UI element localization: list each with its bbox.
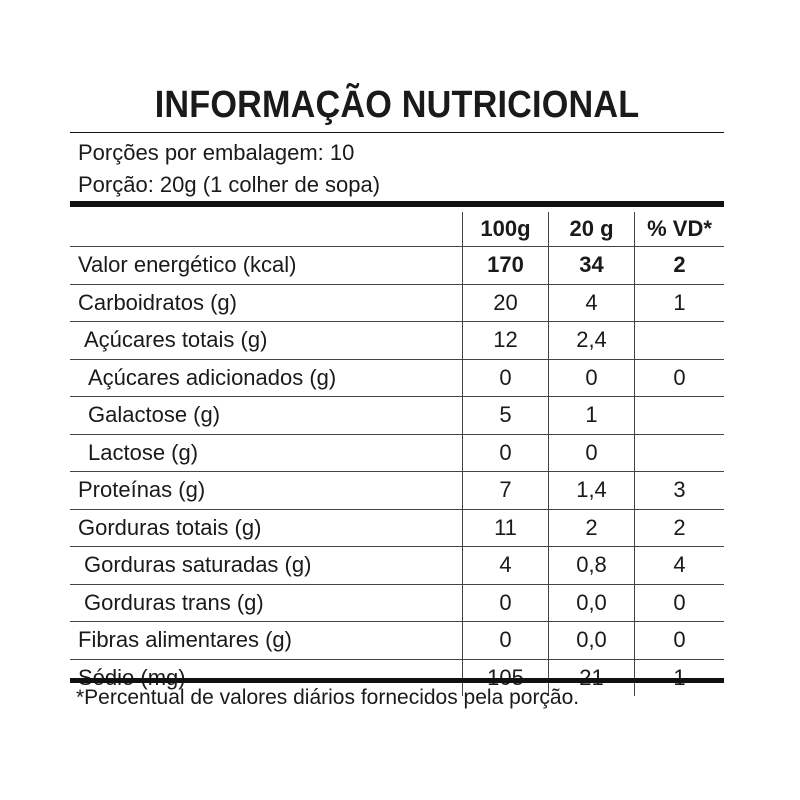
title-rule — [70, 132, 724, 133]
value-per-100g: 4 — [462, 547, 548, 584]
nutrient-name: Galactose (g) — [88, 402, 221, 428]
table-row-total-fat — [70, 510, 724, 548]
value-daily: 3 — [634, 472, 724, 509]
value-per-100g: 11 — [462, 510, 548, 547]
value-per-serving: 2,4 — [548, 322, 634, 359]
value-per-100g: 0 — [462, 360, 548, 397]
table-row-proteins — [70, 472, 724, 510]
value-daily: 0 — [634, 360, 724, 397]
value-daily: 0 — [634, 622, 724, 659]
value-per-100g: 0 — [462, 435, 548, 472]
table-header-row — [70, 212, 724, 247]
value-per-100g: 12 — [462, 322, 548, 359]
value-per-100g: 0 — [462, 622, 548, 659]
table-row-energy — [70, 247, 724, 285]
servings-per-package: Porções por embalagem: 10 — [78, 140, 355, 165]
value-daily — [634, 397, 724, 434]
table-row-lactose — [70, 435, 724, 473]
header-daily-value: % VD* — [634, 212, 724, 246]
value-daily: 4 — [634, 547, 724, 584]
bottom-divider — [70, 678, 724, 683]
table-row-carbs — [70, 285, 724, 323]
footnote: *Percentual de valores diários fornecidos pela porção. — [76, 686, 580, 709]
table-row-added-sugars — [70, 360, 724, 398]
label-title: INFORMAÇÃO NUTRICIONAL — [154, 84, 640, 126]
value-daily: 2 — [634, 247, 724, 284]
nutrient-name: Gorduras saturadas (g) — [84, 552, 312, 578]
nutrient-name: Açúcares adicionados (g) — [88, 364, 337, 390]
header-nutrient — [70, 212, 462, 246]
nutrition-label — [70, 80, 724, 716]
value-daily: 0 — [634, 585, 724, 622]
value-per-serving: 0 — [548, 435, 634, 472]
value-per-100g: 7 — [462, 472, 548, 509]
value-per-serving: 1,4 — [548, 472, 634, 509]
thick-divider — [70, 201, 724, 207]
nutrient-name: Açúcares totais (g) — [84, 327, 268, 353]
table-row-total-sugars — [70, 322, 724, 360]
value-daily — [634, 322, 724, 359]
value-per-serving: 0,8 — [548, 547, 634, 584]
header-per-100g: 100g — [462, 212, 548, 246]
value-per-serving: 0,0 — [548, 585, 634, 622]
value-per-serving: 2 — [548, 510, 634, 547]
value-daily: 2 — [634, 510, 724, 547]
value-per-serving: 1 — [548, 397, 634, 434]
table-row-galactose — [70, 397, 724, 435]
value-daily: 1 — [634, 285, 724, 322]
nutrient-name: Carboidratos (g) — [78, 289, 237, 315]
header-per-serving: 20 g — [548, 212, 634, 246]
value-per-serving: 4 — [548, 285, 634, 322]
nutrient-name: Valor energético (kcal) — [78, 252, 297, 278]
nutrition-table — [70, 212, 724, 696]
value-per-100g: 20 — [462, 285, 548, 322]
nutrient-name: Gorduras totais (g) — [78, 514, 262, 540]
nutrient-name: Fibras alimentares (g) — [78, 627, 292, 653]
value-per-serving: 34 — [548, 247, 634, 284]
table-row-fiber — [70, 622, 724, 660]
value-per-serving: 0,0 — [548, 622, 634, 659]
nutrient-name: Lactose (g) — [88, 439, 199, 465]
value-per-100g: 5 — [462, 397, 548, 434]
serving-size: Porção: 20g (1 colher de sopa) — [78, 172, 381, 197]
value-per-100g: 0 — [462, 585, 548, 622]
value-per-100g: 170 — [462, 247, 548, 284]
table-row-trans-fat — [70, 585, 724, 623]
nutrient-name: Gorduras trans (g) — [84, 589, 264, 615]
table-row-saturated-fat — [70, 547, 724, 585]
value-per-serving: 0 — [548, 360, 634, 397]
value-daily — [634, 435, 724, 472]
nutrient-name: Proteínas (g) — [78, 477, 206, 503]
